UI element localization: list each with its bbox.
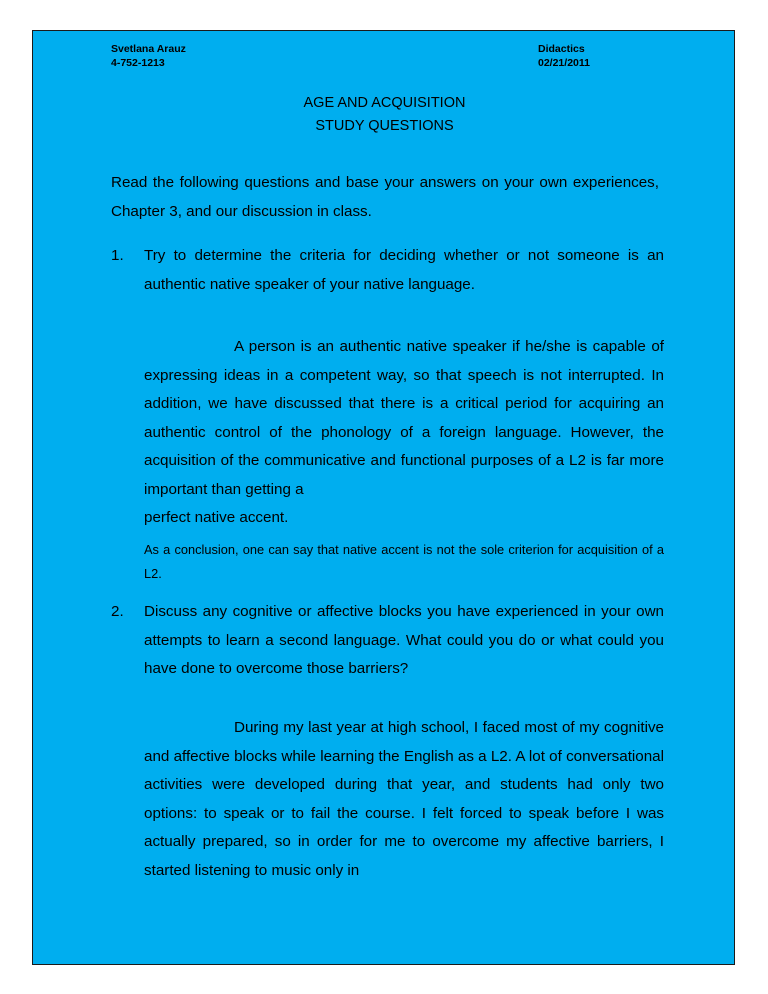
answer-1-paragraph [144,333,664,504]
question-1-text: Try to determine the criteria for deciding whether or not someone is an authentic native speaker of your native language. [144,247,664,293]
answer-1-conclusion: As a conclusion, one can say that native accent is not the sole criterion for acquisition of a L2. [144,542,664,581]
header-right [538,42,590,70]
student-name: Svetlana Arauz [111,43,186,55]
answer-1-main: A person is an authentic native speaker if he/she is capable of expressing ideas in a competent way, so that speech is not interrupted. In addition, we have discussed that there is a critical period for acquiring an authentic control of the phonology of a foreign language. However, the acquisition of the communicative and functional purposes of a L2 is far more important than getting a [144,338,664,498]
instructions-paragraph: Read the following questions and base your answers on your own experiences, Chapter 3, and our discussion in class. [111,174,659,220]
document-subtitle: STUDY QUESTIONS [315,118,454,134]
course-name: Didactics [538,43,585,55]
question-2-number: 2. [111,603,124,620]
document-date: 02/21/2011 [538,57,590,69]
header-left [111,42,186,70]
question-2-text: Discuss any cognitive or affective blocks you have experienced in your own attempts to learn a second language. What could you do or what could you have done to overcome those barriers? [144,603,664,677]
answer-1-line [144,504,664,533]
question-1-number: 1. [111,247,124,264]
document-page [32,30,735,965]
answer-2-main: During my last year at high school, I faced most of my cognitive and affective blocks while learning the English as a L2. A lot of conversational activities were developed during that year, and students had only two options: to speak or to fail the course. I felt forced to speak before I was actually prepared, so in order for me to overcome my affective barriers, I started listening to music only in [144,719,664,879]
answer-1-line-start: perfect native accent. [144,509,289,526]
student-id: 4-752-1213 [111,57,165,69]
document-title: AGE AND ACQUISITION [303,95,466,111]
answer-2-paragraph [144,714,664,885]
